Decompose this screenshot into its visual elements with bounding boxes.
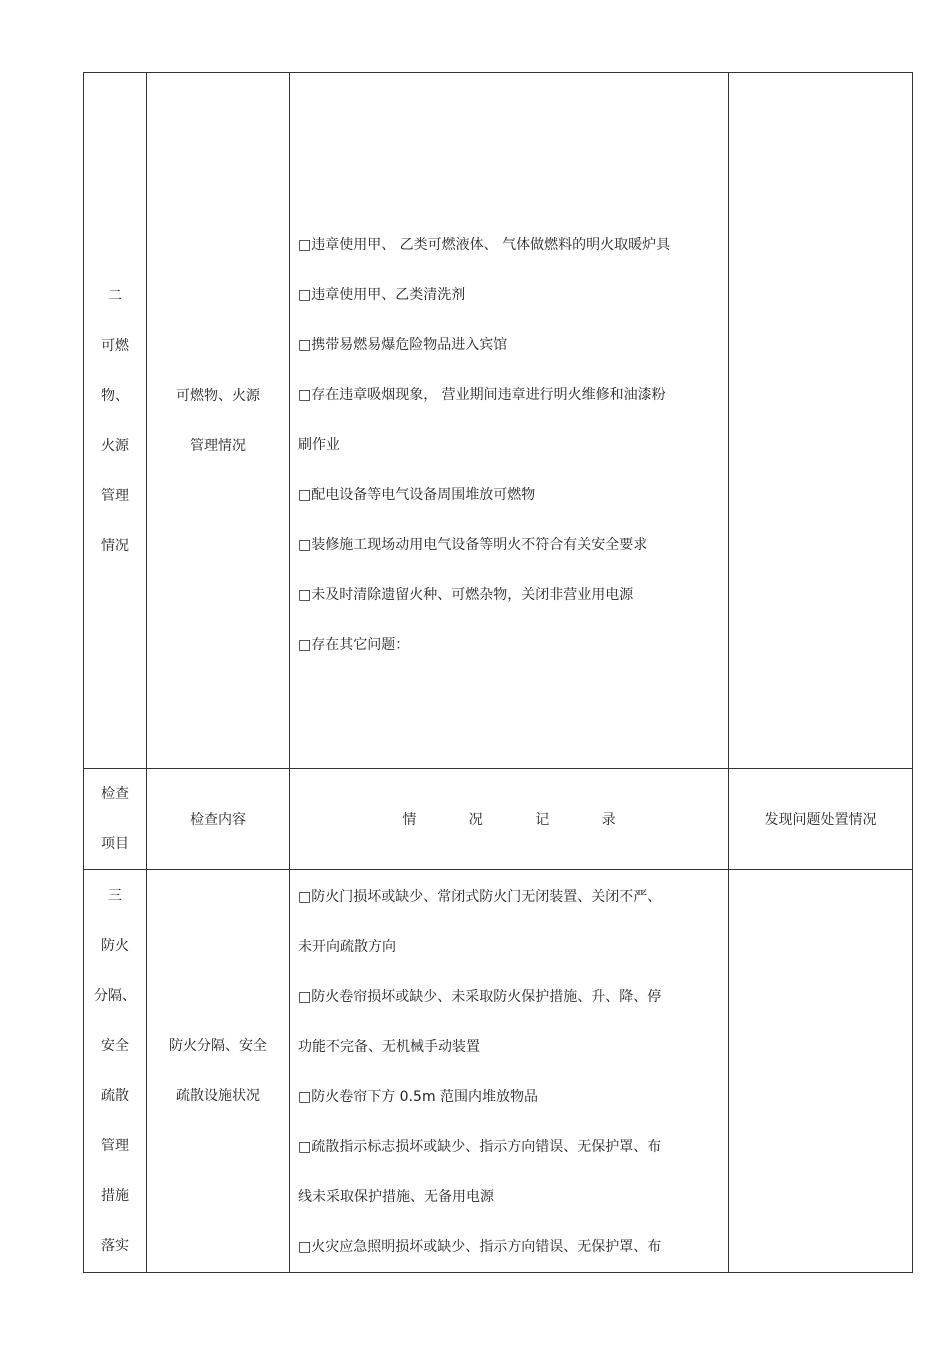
checkbox-record-line[interactable]: □防火门损坏或缺少、常闭式防火门无闭装置、关闭不严、 — [298, 889, 662, 905]
checkbox-record-line[interactable]: □防火卷帘损坏或缺少、未采取防火保护措施、升、降、停 — [298, 989, 662, 1005]
section2-item-cell — [84, 73, 147, 769]
section3-item-line: 落实 — [101, 1238, 129, 1254]
header-record-char: 况 — [468, 812, 483, 828]
checkbox-record-line[interactable]: □配电设备等电气设备周围堆放可燃物 — [298, 487, 536, 503]
section2-disposal-cell[interactable] — [729, 73, 913, 769]
checkbox-record-line[interactable]: □装修施工现场动用电气设备等明火不符合有关安全要求 — [298, 537, 648, 553]
section2-content-line: 可燃物、火源 — [176, 387, 260, 404]
header-record-char: 记 — [535, 812, 550, 828]
header-item-cell — [84, 769, 147, 870]
header-record-char: 情 — [402, 812, 417, 828]
section3-item-line: 管理 — [101, 1138, 129, 1154]
section2-item-line: 可燃 — [101, 337, 129, 354]
checkbox-record-line[interactable]: □存在其它问题： — [298, 637, 410, 653]
section3-item-line: 三 — [108, 888, 122, 904]
section2-item-line: 火源 — [101, 437, 129, 454]
checkbox-record-line[interactable]: □违章使用甲、 乙类可燃液体、 气体做燃料的明火取暖炉具 — [298, 237, 671, 253]
record-continuation-line: 功能不完备、无机械手动装置 — [298, 1039, 480, 1055]
section3-content-line: 防火分隔、安全 — [169, 1038, 267, 1054]
section3-item-line: 措施 — [101, 1188, 129, 1204]
checkbox-record-line[interactable]: □未及时清除遗留火种、可燃杂物，关闭非营业用电源 — [298, 587, 634, 603]
checkbox-record-line[interactable]: □火灾应急照明损坏或缺少、指示方向错误、无保护罩、布 — [298, 1239, 662, 1255]
record-continuation-line: 线未采取保护措施、无备用电源 — [298, 1189, 494, 1205]
section2-item-line: 管理 — [101, 487, 129, 504]
header-content-cell: 检查内容 — [147, 769, 290, 870]
header-item-line: 检查 — [101, 786, 129, 802]
section2-content-cell — [147, 73, 290, 769]
record-continuation-line: 未开向疏散方向 — [298, 939, 396, 955]
section2-item-line: 二 — [108, 287, 122, 304]
section3-content-cell — [147, 870, 290, 1273]
inspection-table — [83, 72, 913, 1273]
section3-row — [84, 870, 913, 1273]
section3-item-line: 分隔、 — [94, 988, 136, 1004]
section2-records-cell — [290, 73, 729, 769]
checkbox-record-line[interactable]: □疏散指示标志损坏或缺少、指示方向错误、无保护罩、布 — [298, 1139, 662, 1155]
section3-content-line: 疏散设施状况 — [176, 1088, 260, 1104]
section3-item-line: 防火 — [101, 938, 129, 954]
section3-item-line: 安全 — [101, 1038, 129, 1054]
checkbox-record-line[interactable]: □防火卷帘下方 0.5m 范围内堆放物品 — [298, 1089, 539, 1105]
section3-disposal-cell[interactable] — [729, 870, 913, 1273]
section2-item-line: 情况 — [101, 537, 129, 554]
section2-item-line: 物、 — [101, 387, 129, 404]
section3-item-line: 疏散 — [101, 1088, 129, 1104]
section2-content-line: 管理情况 — [190, 437, 246, 454]
section2-row — [84, 73, 913, 769]
checkbox-record-line[interactable]: □违章使用甲、乙类清洗剂 — [298, 287, 466, 303]
header-record-cell — [290, 769, 729, 870]
header-disposal-cell: 发现问题处置情况 — [729, 769, 913, 870]
record-continuation-line: 刷作业 — [298, 437, 340, 453]
section3-records-cell — [290, 870, 729, 1273]
section3-item-cell — [84, 870, 147, 1273]
header-row — [84, 769, 913, 870]
header-record-char: 录 — [601, 812, 616, 828]
header-item-line: 项目 — [101, 836, 129, 852]
checkbox-record-line[interactable]: □存在违章吸烟现象， 营业期间违章进行明火维修和油漆粉 — [298, 387, 666, 403]
checkbox-record-line[interactable]: □携带易燃易爆危险物品进入宾馆 — [298, 337, 508, 353]
